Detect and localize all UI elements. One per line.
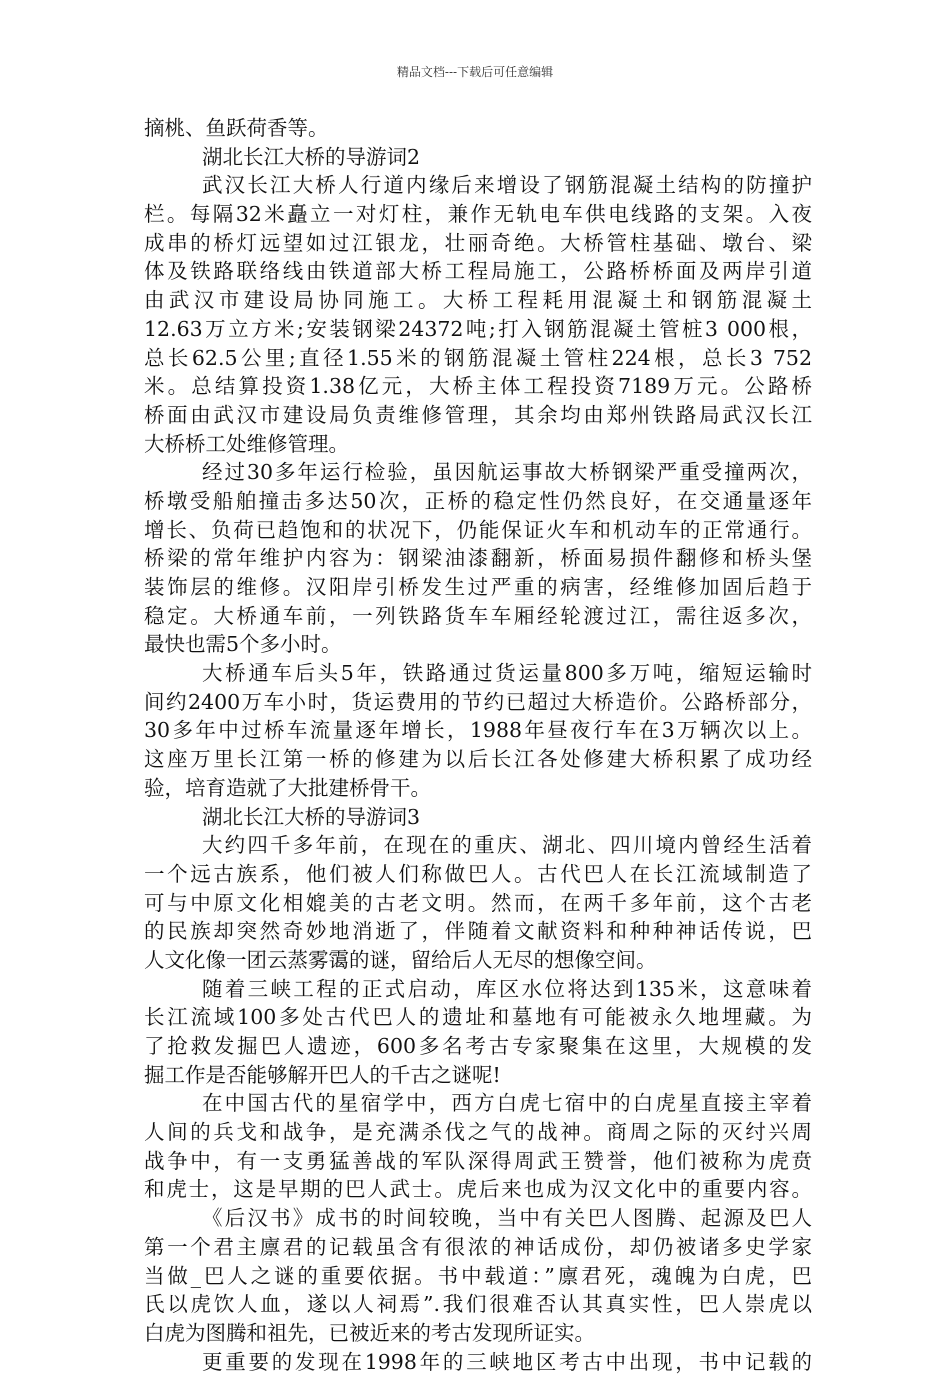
text-line: 武汉长江大桥人行道内缘后来增设了钢筋混凝土结构的防撞护 (202, 173, 812, 198)
text-line: 掘工作是否能够解开巴人的千古之谜呢! (144, 1062, 501, 1087)
text-line: 人文化像一团云蒸雾霭的谜，留给后人无尽的想像空间。 (144, 947, 657, 972)
text-line: 氏以虎饮人血，遂以人祠焉”.我们很难否认其真实性，巴人崇虎以 (144, 1292, 812, 1317)
text-line: 可与中原文化相媲美的古老文明。然而，在两千多年前，这个古老 (144, 890, 812, 915)
text-line: 验，培育造就了大批建桥骨干。 (144, 775, 431, 800)
text-line: 和虎士，这是早期的巴人武士。虎后来也成为汉文化中的重要内容。 (144, 1177, 812, 1202)
text-line: 的民族却突然奇妙地消逝了，伴随着文献资料和种种神话传说，巴 (144, 919, 812, 944)
text-line: 最快也需5个多小时。 (144, 632, 342, 657)
text-line: 装饰层的维修。汉阳岸引桥发生过严重的病害，经维修加固后趋于 (144, 575, 812, 599)
text-line: 战争中，有一支勇猛善战的军队深得周武王赞誉，他们被称为虎贲 (144, 1148, 812, 1173)
text-line: 间约2400万车小时，货运费用的节约已超过大桥造价。公路桥部分， (144, 689, 812, 714)
text-line: 桥面由武汉市建设局负责维修管理，其余均由郑州铁路局武汉长江 (144, 402, 812, 427)
page-header: 精品文档---下载后可任意编辑 (396, 65, 554, 79)
text-line: 增长、负荷已趋饱和的状况下，仍能保证火车和机动车的正常通行。 (144, 517, 812, 542)
text-line: 一个远古族系，他们被人们称做巴人。古代巴人在长江流域制造了 (144, 861, 812, 886)
text-line: 当做_巴人之谜的重要依据。书中载道：”廪君死，魂魄为白虎，巴 (144, 1263, 812, 1288)
text-line: 随着三峡工程的正式启动，库区水位将达到135米，这意味着 (202, 976, 812, 1001)
text-line: 总长62.5公里;直径1.55米的钢筋混凝土管柱224根，总长3 752 (144, 345, 812, 370)
text-line: 成串的桥灯远望如过江银龙，壮丽奇绝。大桥管柱基础、墩台、梁 (144, 230, 812, 255)
text-line: 稳定。大桥通车前，一列铁路货车车厢经轮渡过江，需往返多次， (144, 603, 812, 628)
text-line: 白虎为图腾和祖先，已被近来的考古发现所证实。 (144, 1320, 595, 1345)
text-line: 第一个君主廪君的记载虽含有很浓的神话成份，却仍被诸多史学家 (144, 1234, 812, 1259)
text-line: 米。总结算投资1.38亿元，大桥主体工程投资7189万元。公路桥 (144, 374, 812, 399)
text-line: 人间的兵戈和战争，是充满杀伐之气的战神。商周之际的灭纣兴周 (144, 1120, 812, 1145)
text-line: 在中国古代的星宿学中，西方白虎七宿中的白虎星直接主宰着 (202, 1091, 812, 1116)
section-heading: 湖北长江大桥的导游词3 (202, 804, 421, 829)
text-line: 栏。每隔32米矗立一对灯柱，兼作无轨电车供电线路的支架。入夜 (144, 202, 812, 227)
text-line: 由武汉市建设局协同施工。大桥工程耗用混凝土和钢筋混凝土 (144, 288, 812, 313)
text-line: 桥墩受船舶撞击多达50次，正桥的稳定性仍然良好，在交通量逐年 (144, 488, 812, 513)
text-line: 桥梁的常年维护内容为：钢梁油漆翻新，桥面易损件翻修和桥头堡 (144, 546, 812, 571)
text-line: 《后汉书》成书的时间较晚，当中有关巴人图腾、起源及巴人 (202, 1206, 812, 1231)
text-line: 大约四千多年前，在现在的重庆、湖北、四川境内曾经生活着 (202, 833, 812, 858)
text-line: 30多年中过桥车流量逐年增长，1988年昼夜行车在3万辆次以上。 (144, 718, 812, 743)
text-line: 经过30多年运行检验，虽因航运事故大桥钢梁严重受撞两次， (202, 460, 812, 485)
text-line: 大桥桥工处维修管理。 (144, 431, 349, 456)
text-line: 大桥通车后头5年，铁路通过货运量800多万吨，缩短运输时 (202, 661, 812, 686)
text-line: 这座万里长江第一桥的修建为以后长江各处修建大桥积累了成功经 (144, 747, 812, 772)
text-line: 了抢救发掘巴人遗迹，600多名考古专家聚集在这里，大规模的发 (144, 1034, 812, 1058)
section-heading: 湖北长江大桥的导游词2 (202, 144, 421, 169)
text-line: 体及铁路联络线由铁道部大桥工程局施工，公路桥桥面及两岸引道 (144, 259, 812, 284)
text-line: 长江流域100多处古代巴人的遗址和墓地有可能被永久地埋藏。为 (144, 1005, 812, 1030)
text-line: 更重要的发现在1998年的三峡地区考古中出现，书中记载的 (202, 1349, 812, 1374)
document-body (144, 114, 812, 1376)
text-line: 12.63万立方米;安装钢梁24372吨;打入钢筋混凝土管桩3 000根， (144, 316, 812, 341)
text-line: 摘桃、鱼跃荷香等。 (144, 116, 329, 140)
